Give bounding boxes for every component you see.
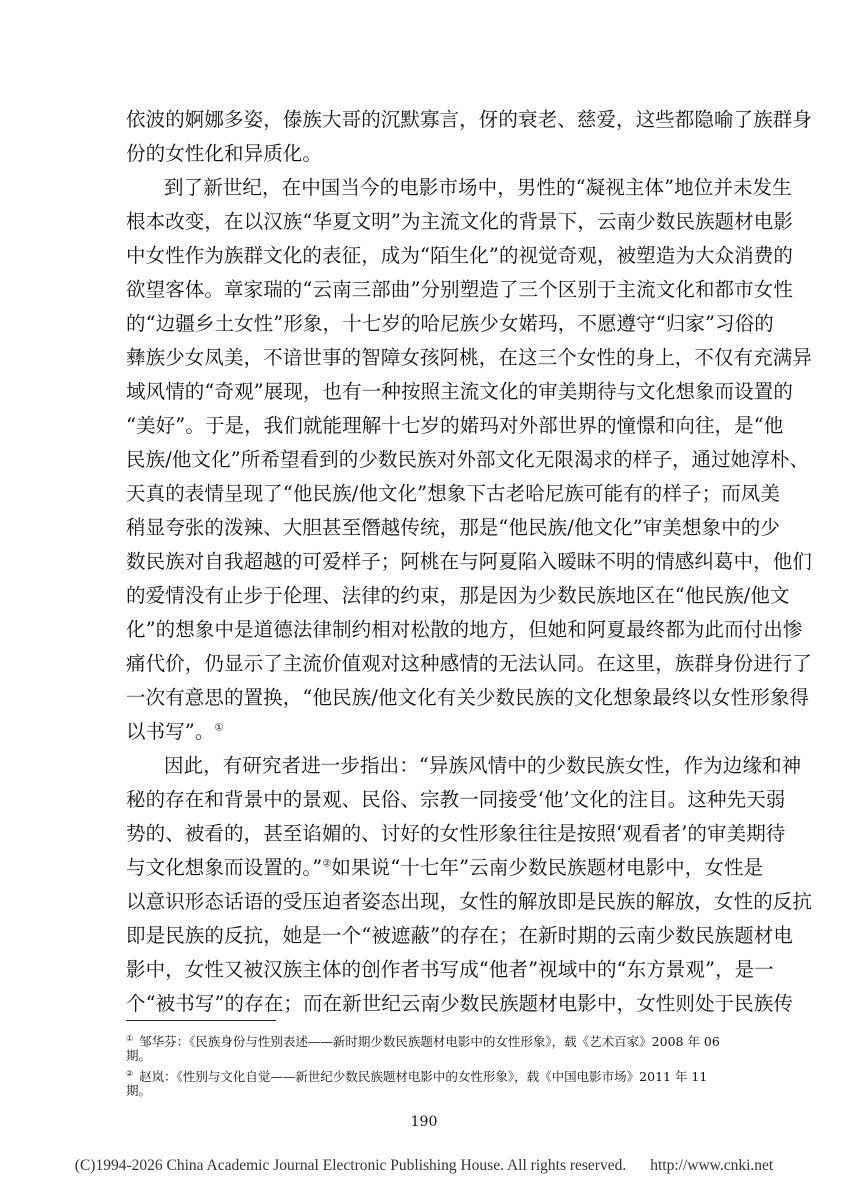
text-line: 即是民族的反抗，她是一个“被遮蔽”的存在；在新时期的云南少数民族题材电: [126, 924, 793, 947]
page-number: 190: [410, 1114, 438, 1130]
text-line: 的爱情没有止步于伦理、法律的约束，那是因为少数民族地区在“他民族/他文: [126, 584, 790, 607]
footnote-divider: [126, 1020, 276, 1021]
text-line: 个“被书写”的存在；而在新世纪云南少数民族题材电影中，女性则处于民族传: [126, 992, 793, 1015]
copyright-text: (C)1994-2026 China Academic Journal Electronic Publishing House. All rights reserved.: [74, 1157, 627, 1174]
text-line: 天真的表情呈现了“他民族/他文化”想象下古老哈尼族可能有的样子；而凤美: [126, 482, 781, 505]
copyright-footer: [0, 1157, 848, 1175]
text-line: 的“边疆乡土女性”形象，十七岁的哈尼族少女婼玛，不愿遵守“归家”习俗的: [126, 312, 774, 335]
text-line: 欲望客体。章家瑞的“云南三部曲”分别塑造了三个区别于主流文化和都市女性: [126, 278, 793, 301]
footnote-2-cont: 期。: [126, 1083, 152, 1098]
text-line: 稍显夸张的泼辣、大胆甚至僭越传统，那是“他民族/他文化”审美想象中的少: [126, 516, 781, 539]
text-line: 影中，女性又被汉族主体的创作者书写成“他者”视域中的“东方景观”，是一: [126, 958, 774, 981]
text-line: 化”的想象中是道德法律制约相对松散的地方，但她和阿夏最终都为此而付出惨: [126, 618, 803, 641]
text-line: 民族/他文化”所希望看到的少数民族对外部文化无限渴求的样子，通过她淳朴、: [126, 448, 810, 471]
text-line: 彝族少女凤美，不谙世事的智障女孩阿桃，在这三个女性的身上，不仅有充满异: [126, 346, 813, 369]
text-span: 如果说“十七年”云南少数民族题材电影中，女性是: [331, 856, 764, 879]
footnote-1-cont: 期。: [126, 1048, 152, 1063]
text-line: 依波的婀娜多姿，傣族大哥的沉默寡言，伢的衰老、慈爱，这些都隐喻了族群身: [126, 108, 813, 131]
footnote-mark: ②: [126, 1069, 134, 1078]
footnote-text: 邹华芬：《民族身份与性别表述——新时期少数民族题材电影中的女性形象》，载《艺术百家》2008 年 06: [139, 1034, 720, 1050]
text-line: 秘的存在和背景中的景观、民俗、宗教一同接受‘他’文化的注目。这种先天弱: [126, 788, 786, 811]
text-line: 域风情的“奇观”展现，也有一种按照主流文化的审美期待与文化想象而设置的: [126, 380, 793, 403]
text-line: “美好”。于是，我们就能理解十七岁的婼玛对外部世界的憧憬和向往，是“他: [126, 414, 784, 437]
text-line: 痛代价，仍显示了主流价值观对这种感情的无法认同。在这里，族群身份进行了: [126, 652, 813, 675]
text-line: 一次有意思的置换，“他民族/他文化有关少数民族的文化想象最终以女性形象得: [126, 686, 810, 709]
cnki-link[interactable]: http://www.cnki.net: [650, 1157, 774, 1174]
text-line: [126, 720, 722, 744]
text-line: 因此，有研究者进一步指出：“异族风情中的少数民族女性，作为边缘和神: [164, 754, 802, 777]
text-line: 中女性作为族群文化的表征，成为“陌生化”的视觉奇观，被塑造为大众消费的: [126, 244, 793, 267]
footnote-ref-1[interactable]: ①: [214, 722, 224, 734]
text-span: 以书写”。: [126, 720, 215, 743]
text-line: 到了新世纪，在中国当今的电影市场中，男性的“凝视主体”地位并未发生: [164, 176, 792, 199]
footnote-mark: ①: [126, 1034, 134, 1043]
footnote-ref-2[interactable]: ②: [322, 858, 332, 870]
text-line: 势的、被看的，甚至谄媚的、讨好的女性形象往往是按照‘观看者’的审美期待: [126, 822, 786, 845]
text-line: 以意识形态话语的受压迫者姿态出现，女性的解放即是民族的解放，女性的反抗: [126, 890, 813, 913]
text-span: 与文化想象而设置的。”: [126, 856, 323, 879]
footnote-text: 赵岚：《性别与文化自觉——新世纪少数民族题材电影中的女性形象》，载《中国电影市场》2011 年 11: [139, 1069, 708, 1085]
text-line: 根本改变，在以汉族“华夏文明”为主流文化的背景下，云南少数民族题材电影: [126, 210, 793, 233]
text-line: [126, 856, 764, 880]
text-line: 份的女性化和异质化。: [126, 142, 323, 165]
text-line: 数民族对自我超越的可爱样子；阿桃在与阿夏陷入暧昧不明的情感纠葛中，他们: [126, 550, 813, 573]
